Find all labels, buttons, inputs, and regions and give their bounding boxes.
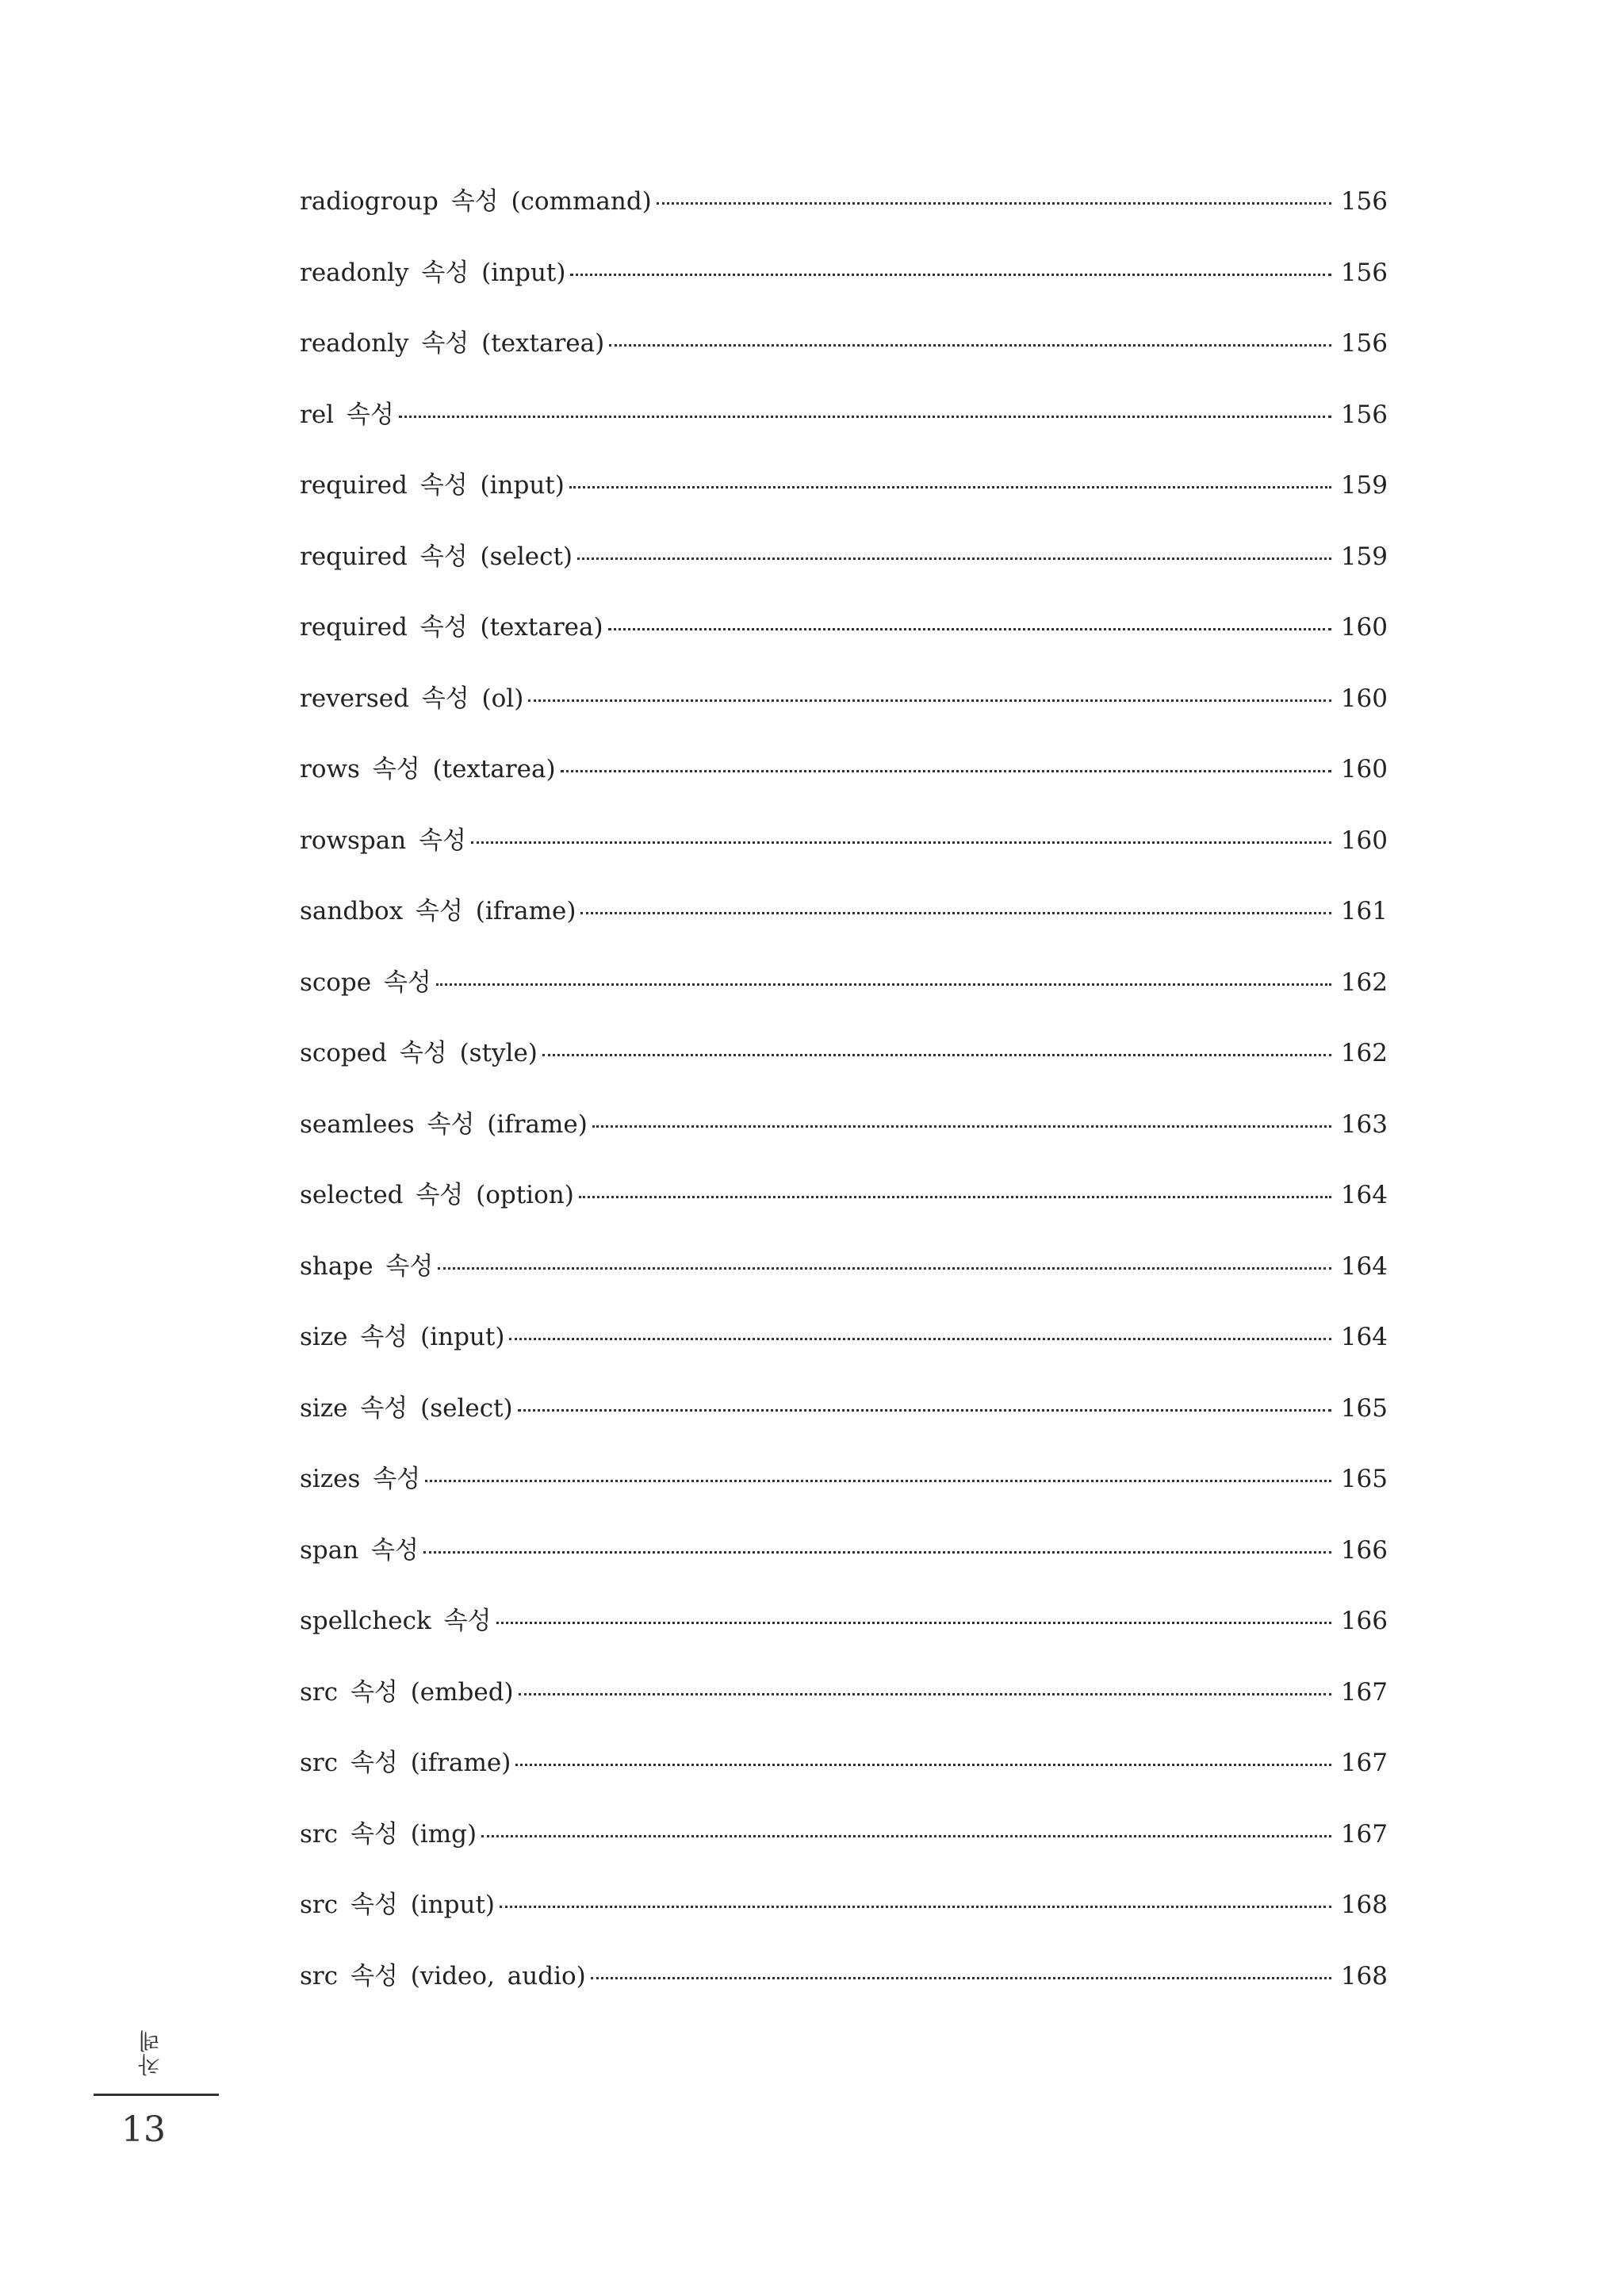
toc-entry-page: 156: [1340, 187, 1388, 216]
toc-entry-label: required 속성 (input): [300, 471, 565, 500]
toc-entry-page: 168: [1340, 1891, 1388, 1919]
dot-leader: [425, 1480, 1331, 1482]
toc-entry[interactable]: [300, 533, 1388, 604]
table-of-contents: [300, 178, 1388, 2023]
toc-entry[interactable]: [300, 1171, 1388, 1243]
toc-entry-label: rows 속성 (textarea): [300, 755, 556, 784]
toc-entry-label: sizes 속성: [300, 1465, 421, 1493]
toc-entry[interactable]: [300, 178, 1388, 249]
toc-entry-page: 164: [1340, 1181, 1388, 1209]
toc-entry-page: 166: [1340, 1535, 1388, 1565]
toc-entry-page: 167: [1340, 1749, 1388, 1777]
toc-entry[interactable]: [300, 1810, 1388, 1882]
toc-entry-label: spellcheck 속성: [300, 1607, 492, 1635]
dot-leader: [518, 1409, 1331, 1412]
toc-entry-page: 165: [1340, 1393, 1388, 1423]
toc-entry-label: selected 속성 (option): [300, 1181, 574, 1209]
dot-leader: [570, 274, 1331, 276]
dot-leader: [423, 1551, 1331, 1554]
toc-entry-label: scoped 속성 (style): [300, 1039, 538, 1067]
toc-entry-label: reversed 속성 (ol): [300, 684, 524, 713]
dot-leader: [438, 1267, 1331, 1270]
toc-entry[interactable]: [300, 1597, 1388, 1669]
toc-entry[interactable]: [300, 1527, 1388, 1598]
toc-entry[interactable]: [300, 1101, 1388, 1172]
toc-entry[interactable]: [300, 1881, 1388, 1952]
toc-entry-page: 160: [1340, 613, 1388, 642]
toc-entry-page: 166: [1340, 1607, 1388, 1635]
dot-leader: [496, 1622, 1331, 1624]
dot-leader: [519, 1693, 1331, 1695]
dot-leader: [569, 486, 1331, 489]
toc-entry-page: 160: [1340, 826, 1388, 855]
toc-entry-label: readonly 속성 (input): [300, 258, 566, 287]
toc-entry-label: radiogroup 속성 (command): [300, 187, 652, 216]
toc-entry-page: 162: [1340, 967, 1388, 997]
toc-entry[interactable]: [300, 1669, 1388, 1740]
toc-entry-label: size 속성 (input): [300, 1323, 505, 1351]
toc-entry[interactable]: [300, 391, 1388, 462]
toc-entry-label: seamlees 속성 (iframe): [300, 1109, 588, 1139]
dot-leader: [399, 416, 1331, 418]
toc-entry-page: 164: [1340, 1251, 1388, 1281]
dot-leader: [579, 1196, 1331, 1198]
page-number: 13: [121, 2109, 166, 2150]
toc-entry-page: 159: [1340, 542, 1388, 571]
dot-leader: [592, 1125, 1331, 1128]
toc-entry-label: size 속성 (select): [300, 1393, 513, 1423]
dot-leader: [515, 1764, 1331, 1766]
toc-entry-label: required 속성 (select): [300, 542, 573, 571]
toc-entry-page: 156: [1340, 258, 1388, 287]
toc-entry[interactable]: [300, 887, 1388, 959]
dot-leader: [436, 983, 1331, 986]
toc-entry[interactable]: [300, 249, 1388, 320]
toc-entry[interactable]: [300, 745, 1388, 817]
toc-entry-label: scope 속성: [300, 967, 431, 997]
toc-entry-label: span 속성: [300, 1535, 419, 1565]
toc-entry-page: 165: [1340, 1465, 1388, 1493]
toc-entry-page: 161: [1340, 897, 1388, 925]
toc-entry[interactable]: [300, 1952, 1388, 2024]
toc-entry-page: 162: [1340, 1039, 1388, 1067]
toc-entry-label: sandbox 속성 (iframe): [300, 897, 576, 925]
toc-entry[interactable]: [300, 1455, 1388, 1527]
section-label: 차례: [137, 2029, 163, 2076]
toc-entry-label: src 속성 (img): [300, 1819, 477, 1849]
toc-entry-page: 168: [1340, 1961, 1388, 1990]
toc-entry-page: 164: [1340, 1323, 1388, 1351]
dot-leader: [500, 1906, 1331, 1908]
toc-entry[interactable]: [300, 1029, 1388, 1101]
toc-entry[interactable]: [300, 675, 1388, 746]
toc-entry-page: 159: [1340, 471, 1388, 500]
footer-divider: [94, 2094, 219, 2096]
dot-leader: [528, 699, 1331, 702]
toc-entry-label: required 속성 (textarea): [300, 613, 603, 642]
dot-leader: [542, 1054, 1331, 1056]
dot-leader: [609, 344, 1331, 347]
toc-entry[interactable]: [300, 1385, 1388, 1456]
toc-entry[interactable]: [300, 817, 1388, 888]
toc-entry[interactable]: [300, 1313, 1388, 1385]
toc-entry-page: 160: [1340, 755, 1388, 784]
dot-leader: [580, 912, 1331, 914]
toc-entry-label: rel 속성: [300, 400, 394, 429]
toc-entry[interactable]: [300, 603, 1388, 675]
dot-leader: [577, 557, 1331, 560]
dot-leader: [591, 1977, 1331, 1979]
toc-entry-page: 163: [1340, 1109, 1388, 1139]
toc-entry-page: 156: [1340, 400, 1388, 429]
dot-leader: [608, 628, 1331, 630]
toc-entry-label: src 속성 (input): [300, 1891, 496, 1919]
toc-entry-label: readonly 속성 (textarea): [300, 329, 605, 358]
toc-entry[interactable]: [300, 959, 1388, 1030]
toc-entry[interactable]: [300, 1739, 1388, 1810]
toc-entry-label: shape 속성: [300, 1251, 434, 1281]
dot-leader: [509, 1338, 1331, 1340]
toc-entry-label: rowspan 속성: [300, 826, 466, 855]
dot-leader: [471, 841, 1331, 844]
toc-entry-page: 160: [1340, 684, 1388, 713]
dot-leader: [561, 770, 1331, 772]
toc-entry-label: src 속성 (video, audio): [300, 1961, 586, 1990]
toc-entry-page: 167: [1340, 1677, 1388, 1707]
toc-entry[interactable]: [300, 1243, 1388, 1314]
toc-entry-page: 156: [1340, 329, 1388, 358]
dot-leader: [481, 1835, 1331, 1837]
toc-entry[interactable]: [300, 462, 1388, 533]
toc-entry[interactable]: [300, 320, 1388, 391]
toc-entry-label: src 속성 (embed): [300, 1677, 514, 1707]
toc-entry-label: src 속성 (iframe): [300, 1749, 511, 1777]
toc-entry-page: 167: [1340, 1819, 1388, 1849]
dot-leader: [657, 202, 1331, 205]
